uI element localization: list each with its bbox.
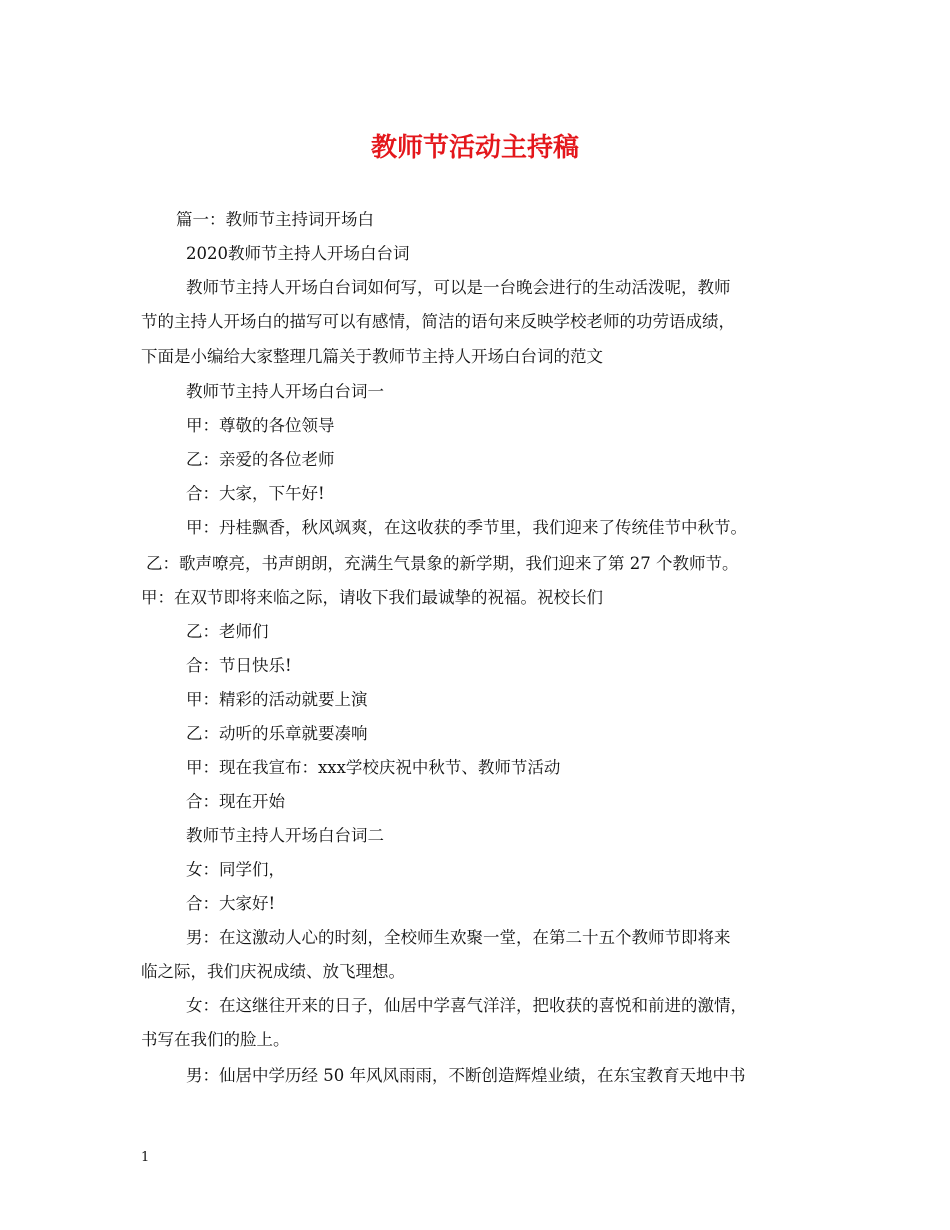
page-number: 1: [141, 1150, 150, 1165]
text-line: 下面是小编给大家整理几篇关于教师节主持人开场白台词的范文: [141, 347, 603, 366]
text-line: 合：现在开始: [186, 792, 285, 811]
text-line: 甲：现在我宣布：xxx学校庆祝中秋节、教师节活动: [186, 758, 561, 777]
text-line: 临之际，我们庆祝成绩、放飞理想。: [141, 962, 405, 981]
text-line: 甲：在双节即将来临之际，请收下我们最诚挚的祝福。祝校长们: [141, 588, 603, 607]
document-title: 教师节活动主持稿: [370, 133, 579, 163]
text-line: 乙：亲爱的各位老师: [186, 450, 335, 469]
text-line: 乙：老师们: [186, 622, 269, 641]
text-line: 女：在这继往开来的日子，仙居中学喜气洋洋，把收获的喜悦和前进的激情，: [186, 996, 747, 1015]
text-line: 男：仙居中学历经 50 年风风雨雨，不断创造辉煌业绩，在东宝教育天地中书: [186, 1066, 746, 1085]
text-line: 教师节主持人开场白台词一: [186, 382, 384, 401]
text-line: 男：在这激动人心的时刻，全校师生欢聚一堂，在第二十五个教师节即将来: [186, 928, 731, 947]
text-line: 合：大家好!: [186, 894, 276, 913]
text-line: 甲：精彩的活动就要上演: [186, 690, 368, 709]
text-line: 篇一：教师节主持词开场白: [176, 210, 374, 229]
text-line: 2020教师节主持人开场白台词: [186, 244, 410, 263]
text-line: 书写在我们的脸上。: [141, 1030, 290, 1049]
text-line: 甲：丹桂飘香，秋风飒爽，在这收获的季节里，我们迎来了传统佳节中秋节。: [186, 518, 747, 537]
text-line: 甲：尊敬的各位领导: [186, 416, 335, 435]
text-line: 教师节主持人开场白台词如何写，可以是一台晚会进行的生动活泼呢，教师: [186, 278, 731, 297]
text-line: 合：大家，下午好!: [186, 484, 325, 503]
text-line: 教师节主持人开场白台词二: [186, 826, 384, 845]
text-line: 合：节日快乐!: [186, 656, 292, 675]
text-line: 女：同学们，: [186, 860, 285, 879]
text-line: 节的主持人开场白的描写可以有感情，简洁的语句来反映学校老师的功劳语成绩，: [141, 312, 735, 331]
text-line: 乙：歌声嘹亮，书声朗朗，充满生气景象的新学期，我们迎来了第 27 个教师节。: [146, 554, 739, 573]
text-line: 乙：动听的乐章就要凑响: [186, 724, 368, 743]
